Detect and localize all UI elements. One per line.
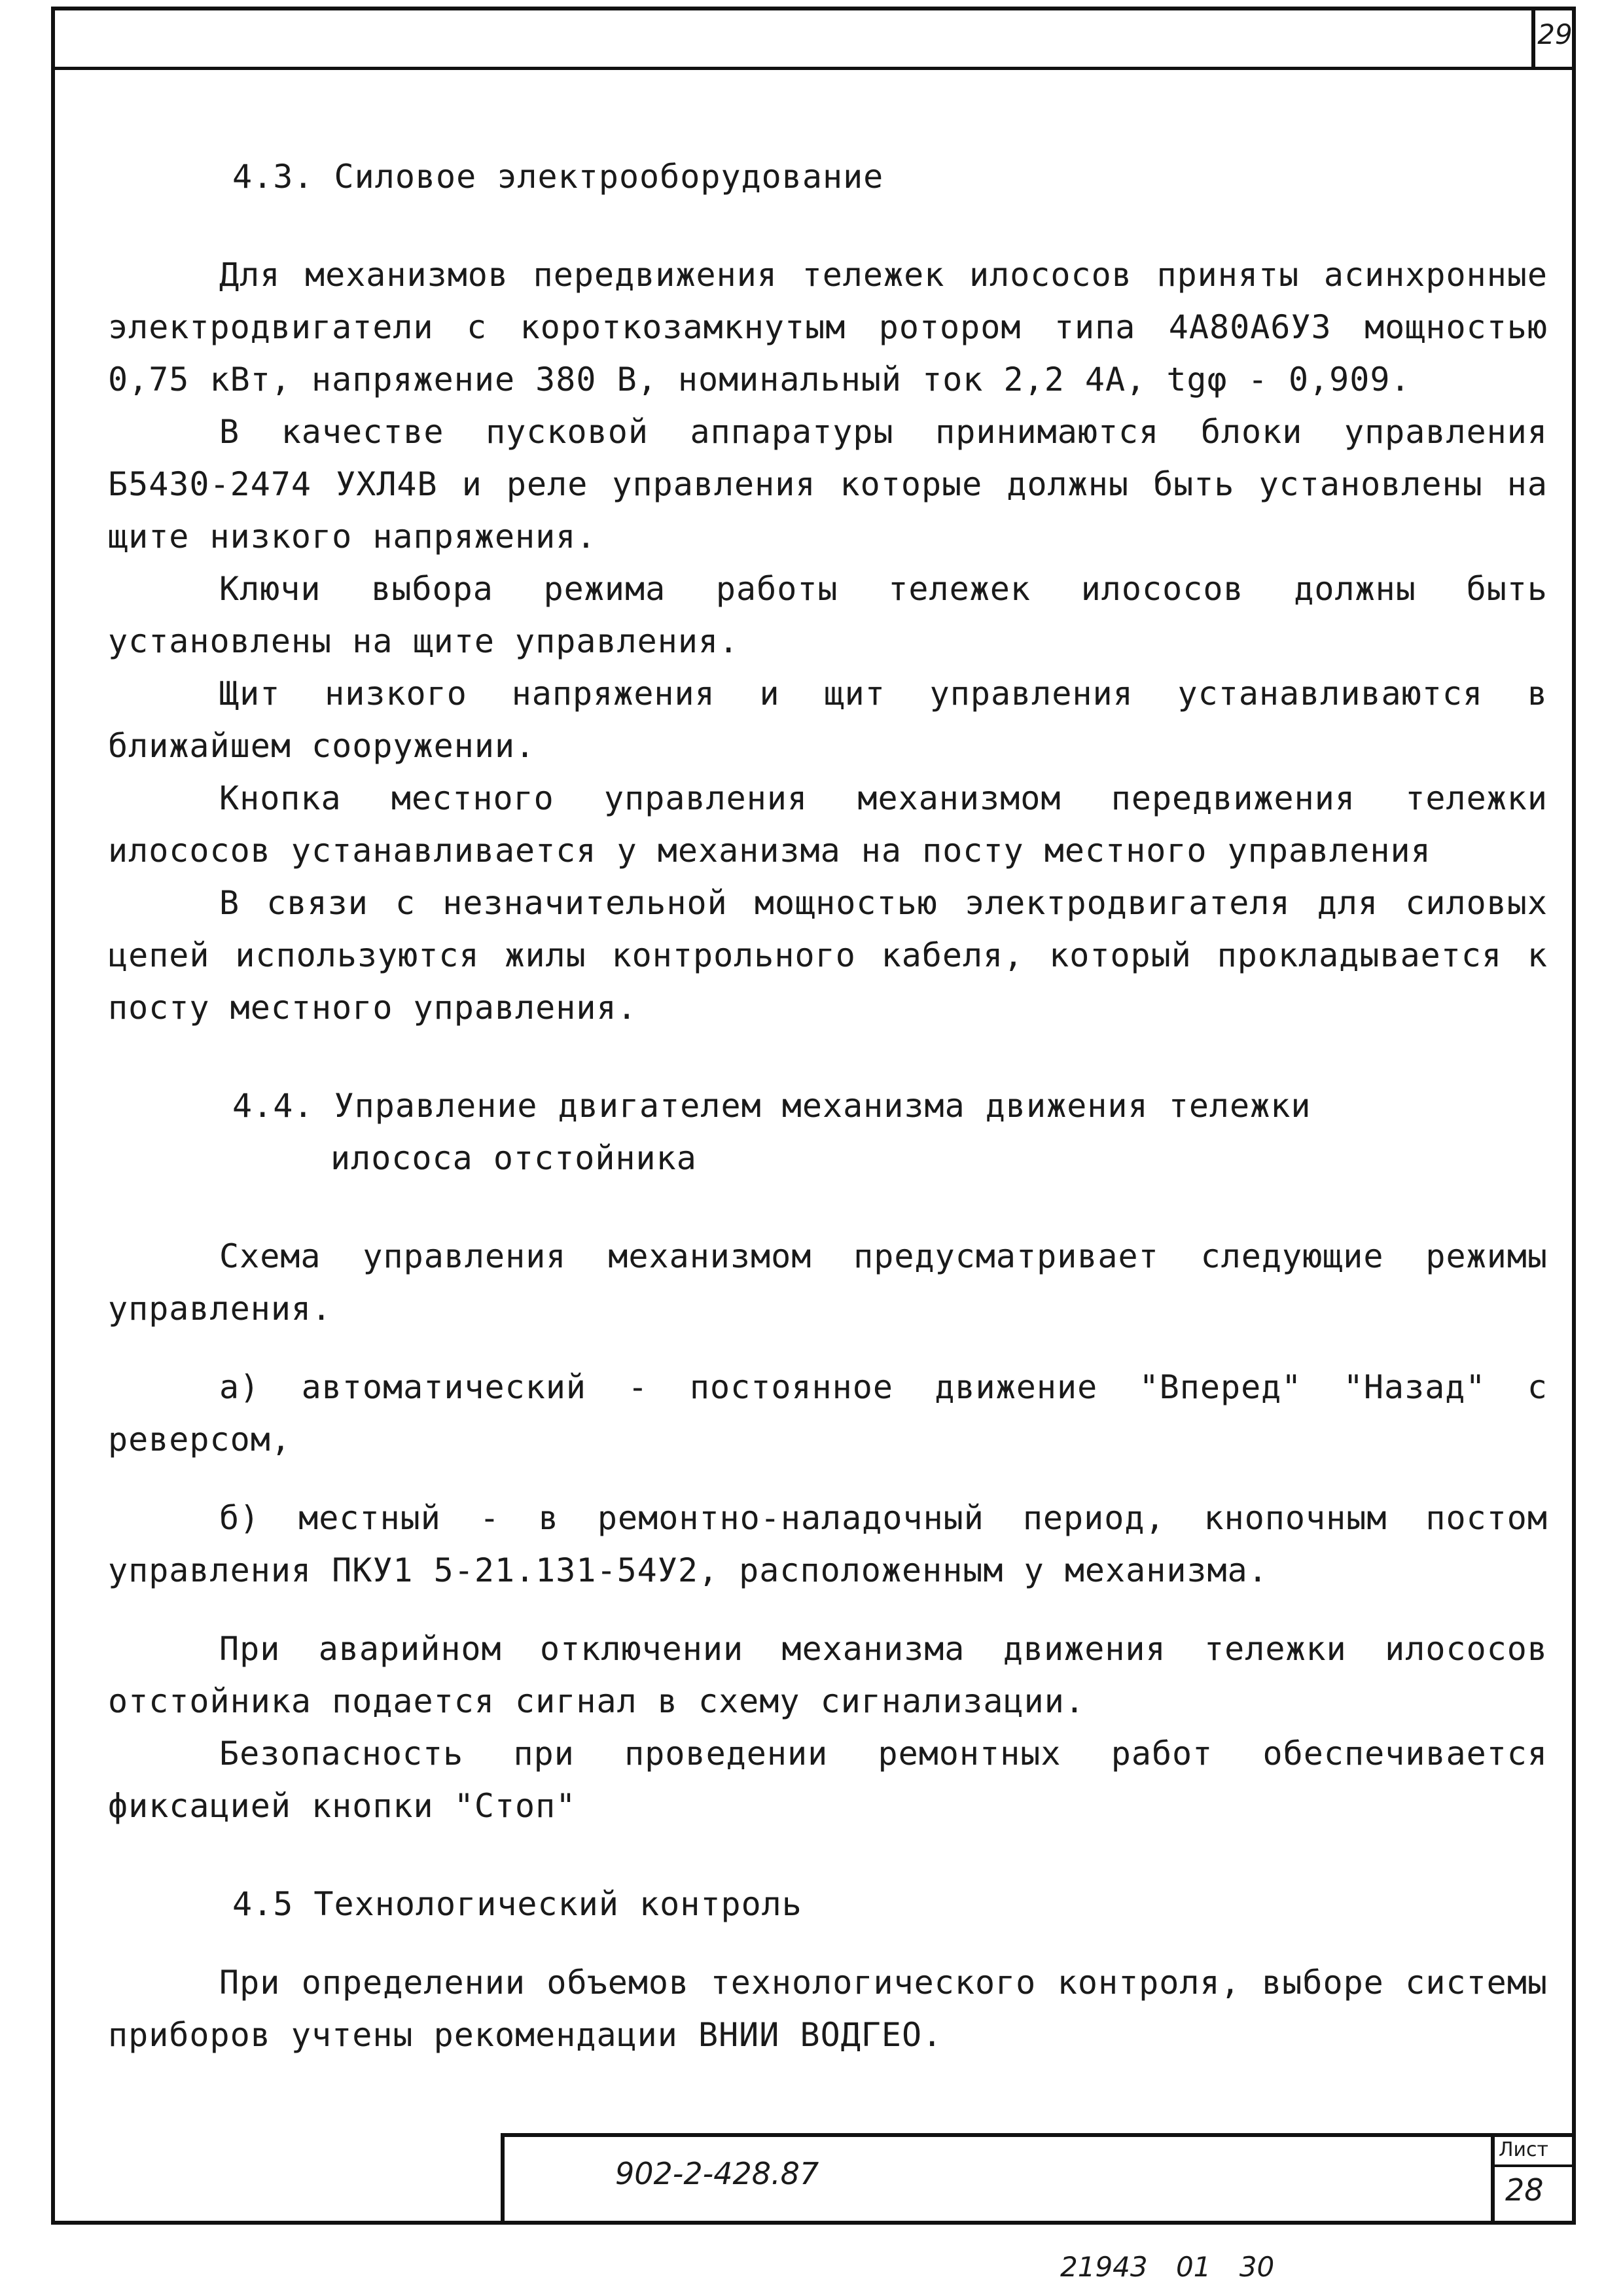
sheet-label: Лист [1499, 2138, 1549, 2161]
paragraph: Ключи выбора режима работы тележек илососов должны быть установлены на щите управления. [108, 570, 1548, 660]
document-code: 902-2-428.87 [615, 2156, 819, 2191]
section-heading-4-4-continuation: илососа отстойника [330, 1139, 697, 1177]
page-number: 29 [1537, 18, 1573, 50]
paragraph: При определении объемов технологического контроля, выборе системы приборов учтены рекомендации ВНИИ ВОДГЕО. [108, 1964, 1548, 2054]
archive-mark: 21943 01 30 [1060, 2251, 1275, 2283]
header-rule [55, 67, 1572, 70]
section-heading-4-5: 4.5 Технологический контроль [232, 1885, 802, 1923]
paragraph: б) местный - в ремонтно-наладочный период, кнопочным постом управления ПКУ1 5-21.131-54У2, расположенным у механизма. [108, 1499, 1548, 1589]
paragraph: Кнопка местного управления механизмом передвижения тележки илососов устанавливается у механизма на посту местного управления [108, 779, 1548, 870]
paragraph: Схема управления механизмом предусматривает следующие режимы управления. [108, 1237, 1548, 1328]
section-heading-4-4: 4.4. Управление двигателем механизма движения тележки [232, 1087, 1311, 1125]
sheet-divider [1495, 2164, 1576, 2167]
paragraph: При аварийном отключении механизма движения тележки илососов отстойника подается сигнал в схему сигнализации. [108, 1630, 1548, 1720]
paragraph: Безопасность при проведении ремонтных работ обеспечивается фиксацией кнопки "Стоп" [108, 1735, 1548, 1825]
paragraph: В связи с незначительной мощностью электродвигателя для силовых цепей используются жилы контрольного кабеля, который прокладывается к посту местного управления. [108, 884, 1548, 1027]
document-body [108, 150, 1548, 2061]
paragraph: В качестве пусковой аппаратуры принимаются блоки управления Б5430-2474 УХЛ4В и реле управления которые должны быть установлены на щите низкого напряжения. [108, 413, 1548, 556]
section-heading-4-3: 4.3. Силовое электрооборудование [232, 158, 884, 196]
paragraph: Для механизмов передвижения тележек илососов приняты асинхронные электродвигатели с короткозамкнутым ротором типа 4А80А6УЗ мощностью 0,75 кВт, напряжение 380 В, номинальный ток 2,2 4А, tgφ - 0,909. [108, 256, 1548, 398]
sheet-number: 28 [1505, 2172, 1544, 2208]
paragraph: а) автоматический - постоянное движение "Вперед" "Назад" с реверсом, [108, 1368, 1548, 1458]
paragraph: Щит низкого напряжения и щит управления устанавливаются в ближайшем сооружении. [108, 675, 1548, 765]
